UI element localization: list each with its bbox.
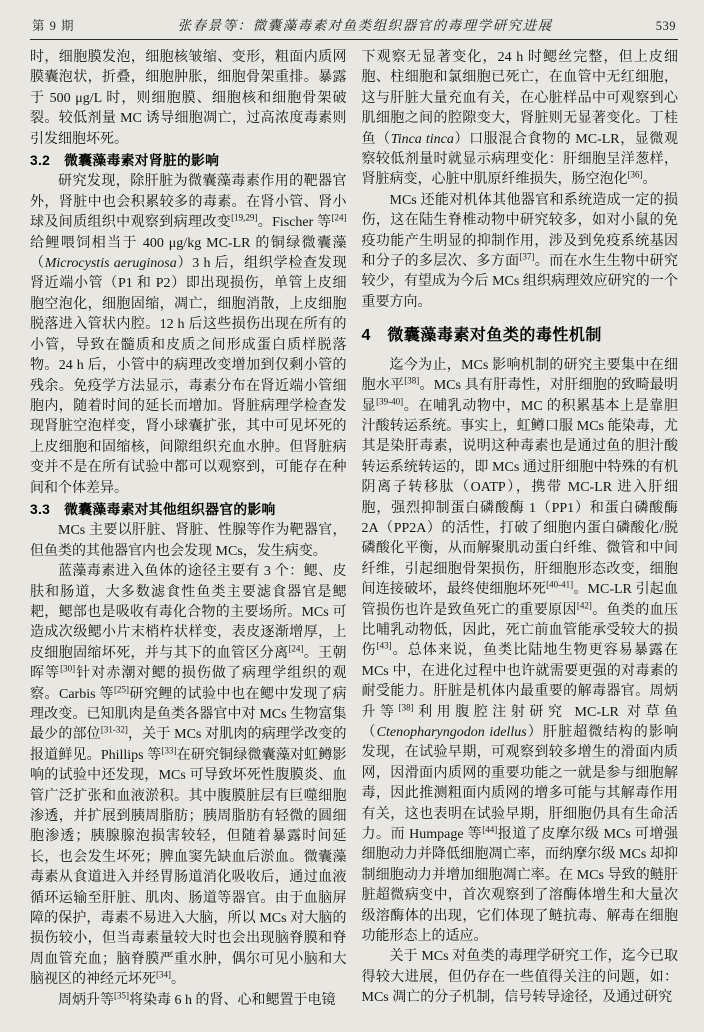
paragraph: MCs 还能对机体其他器官和系统造成一定的损伤，这在陆生脊椎动物中研究较多，如对小鼠的免疫功能产生明显的抑制作用，涉及到免疫系统基因和分子的多层次、多方面[37]。而在水生生物中研究较少，有望成为今后 MCs 组织病理效应研究的一个重要方向。: [361, 192, 679, 310]
column-right: [362, 48, 679, 1011]
paragraph: 研究发现，除肝脏为微囊藻毒素作用的靶器官外，肾脏中也会积累较多的毒素。在肾小管、肾小球及间质组织中观察到病理改变[19,29]。Fischer 等[24]给鲤喂饲相当于 400 μg/kg MC-LR 的铜绿微囊藻（Microcystis aeruginosa）3 h 后，组织学检查发现肾近端小管（P1 和 P2）即出现损伤，单管上皮细胞空泡化，细胞固缩，凋亡，细胞消散，上皮细胞脱落进入管状内腔。12 h 后这些损伤出现在所有的小管，导致在髓质和皮质之间形成蛋白质样脱落物。24 h 后，小管中的病理改变增加到仅剩小管的残余。免疫学方法显示，毒素分布在肾近端小管细胞内，随着时间的延长而增加。肾脏病理学检查发现肾脏空泡样变，肾小球囊扩张，其中可见坏死的上皮细胞和固缩核，间隙组织充血水肿。但肾脏病变并不是在所有试验中都可以观察到，可能存在种间和个体差异。: [30, 174, 347, 496]
paragraph: 蓝藻毒素进入鱼体的途径主要有 3 个：鳃、皮肤和肠道，大多数滤食性鱼类主要滤食器官是鳃耙，鳃部也是吸收有毒化合物的主要场所。MCs 可造成次级鳃小片末梢杵状样变，表皮逐渐增厚，上皮细胞固缩坏死，并与其下的血管区分离[24]。王朝晖等[30]针对赤潮对鳃的损伤做了病理学组织的观察。Carbis 等[25]研究鲤的试验中也在鳃中发现了病理改变。已知肌肉是鱼类各器官中对 MCs 生物富集最少的部位[31-32]，关于 MCs 对肌肉的病理学改变的报道鲜见。Phillips 等[33]在研究铜绿微囊藻对虹鳟影响的试验中还发现，MCs 可导致坏死性腹膜炎、血管广泛扩张和血液淤积。其中腹膜脏层有巨噬细胞渗透，并扩展到胰周脂肪；胰周脂肪有轻微的圆细胞渗透；胰腺腺泡损害较轻，但随着暴露时间延长，也会发生坏死；脾血窦先缺血后淤血。微囊藻毒素从食道进入并经胃肠道消化吸收后，通过血液循环运输至肝脏、肌肉、肠道等器官。由于血脑屏障的保护，毒素不易进入大脑，所以 MCs 对大脑的损伤较小，但当毒素量较大时也会出现脑脊膜和脊周血管充血；脑脊膜严重水肿，偶尔可见小脑和大脑视区的神经元坏死[34]。: [30, 564, 347, 988]
column-left: [30, 48, 347, 1011]
paragraph: 时，细胞膜发泡，细胞核皱缩、变形，粗面内质网膜囊泡状，折叠，细胞肿胀，细胞骨架重排。暴露于 500 μg/L 时，则细胞膜、细胞核和细胞骨架破裂。较低剂量 MC 诱导细胞凋亡，过高浓度毒素则引发细胞坏死。: [30, 50, 347, 147]
running-title: 张春景等：微囊藻毒素对鱼类组织器官的毒理学研究进展: [177, 18, 553, 33]
section-heading: 3.2 微囊藻毒素对肾脏的影响: [30, 153, 220, 169]
page-header: [30, 10, 678, 40]
paragraph: 迄今为止，MCs 影响机制的研究主要集中在细胞水平[38]。MCs 具有肝毒性，对肝细胞的致畸最明显[39-40]。在哺乳动物中，MC 的积累基本上是靠胆汁酸转运系统。事实上，虹鳟口服 MCs 能染毒，尤其是染肝毒素，说明这种毒素也是通过鱼的胆汁酸转运系统转运的，即 MCs 通过肝细胞中特殊的有机阴离子转移肽（OATP），携带 MC-LR 进入肝细胞，强烈抑制蛋白磷酸酶 1（PP1）和蛋白磷酸酶 2A（PP2A）的活性，打破了细胞内蛋白磷酸化/脱磷酸化平衡，从而解聚肌动蛋白纤维、微管和中间纤维，引起细胞骨架损伤，肝细胞形态改变，细胞间连接破坏，最终使细胞坏死[40-41]。MC-LR 引起血管损伤也许是致鱼死亡的重要原因[42]。鱼类的血压比哺乳动物低，因此，死亡前血管能承受较大的损伤[43]。总体来说，鱼类比陆地生物更容易暴露在 MCs 中，在进化过程中也许就需要更强的对毒素的耐受能力。肝脏是机体内最重要的解毒器官。周炳升等[38]利用腹腔注射研究 MC-LR 对草鱼（Ctenopharyngodon idellus）肝脏超微结构的影响发现，在试验早期，可观察到较多增生的滑面内质网，因滑面内质网的重要功能之一就是参与细胞解毒，因此推测粗面内质网的增多可能与其解毒作用有关，这也表明在试验早期，肝细胞仍具有生命活力。而 Humpage 等[44]报道了皮摩尔级 MCs 可增强细胞动力并降低细胞凋亡率，而纳摩尔级 MCs 却抑制细胞动力并增加细胞凋亡率。在 MCs 导致的鲢肝脏超微病变中，首次观察到了溶酶体增生和大量次级溶酶体的出现，它们体现了鲢抗毒、解毒在细胞功能形态上的适应。: [361, 357, 679, 945]
paragraph: 下观察无显著变化，24 h 时鳃丝完整，但上皮细胞、柱细胞和氯细胞已死亡，在血管中无红细胞，这与肝脏大量充血有关，在心脏样品中可观察到心肌细胞之间的腔隙变大，肾脏则无显著变化。丁桂鱼（Tinca tinca）口服混合食物的 MC-LR，显微观察较低剂量时就显示病理变化：肝细胞呈洋葱样，肾脏病变，心脏中肌原纤维损失，肠空泡化[36]。: [361, 50, 678, 188]
page-number: 539: [655, 19, 676, 33]
paragraph: MCs 主要以肝脏、肾脏、性腺等作为靶器官，但鱼类的其他器官内也会发现 MCs，发生病变。: [30, 523, 347, 559]
article-body: [30, 48, 678, 1011]
paragraph: 周炳升等[35]将染毒 6 h 的肾、心和鳃置于电镜: [58, 990, 336, 1008]
issue-label: 第 9 期: [32, 19, 75, 33]
section-heading: 3.3 微囊藻毒素对其他组织器官的影响: [30, 501, 276, 517]
section-heading: 4 微囊藻毒素对鱼类的毒性机制: [361, 327, 602, 345]
paragraph: 关于 MCs 对鱼类的毒理学研究工作，迄今已取得较大进展，但仍存在一些值得关注的问题，如：MCs 凋亡的分子机制，信号转导途径，及通过研究: [361, 949, 678, 1006]
